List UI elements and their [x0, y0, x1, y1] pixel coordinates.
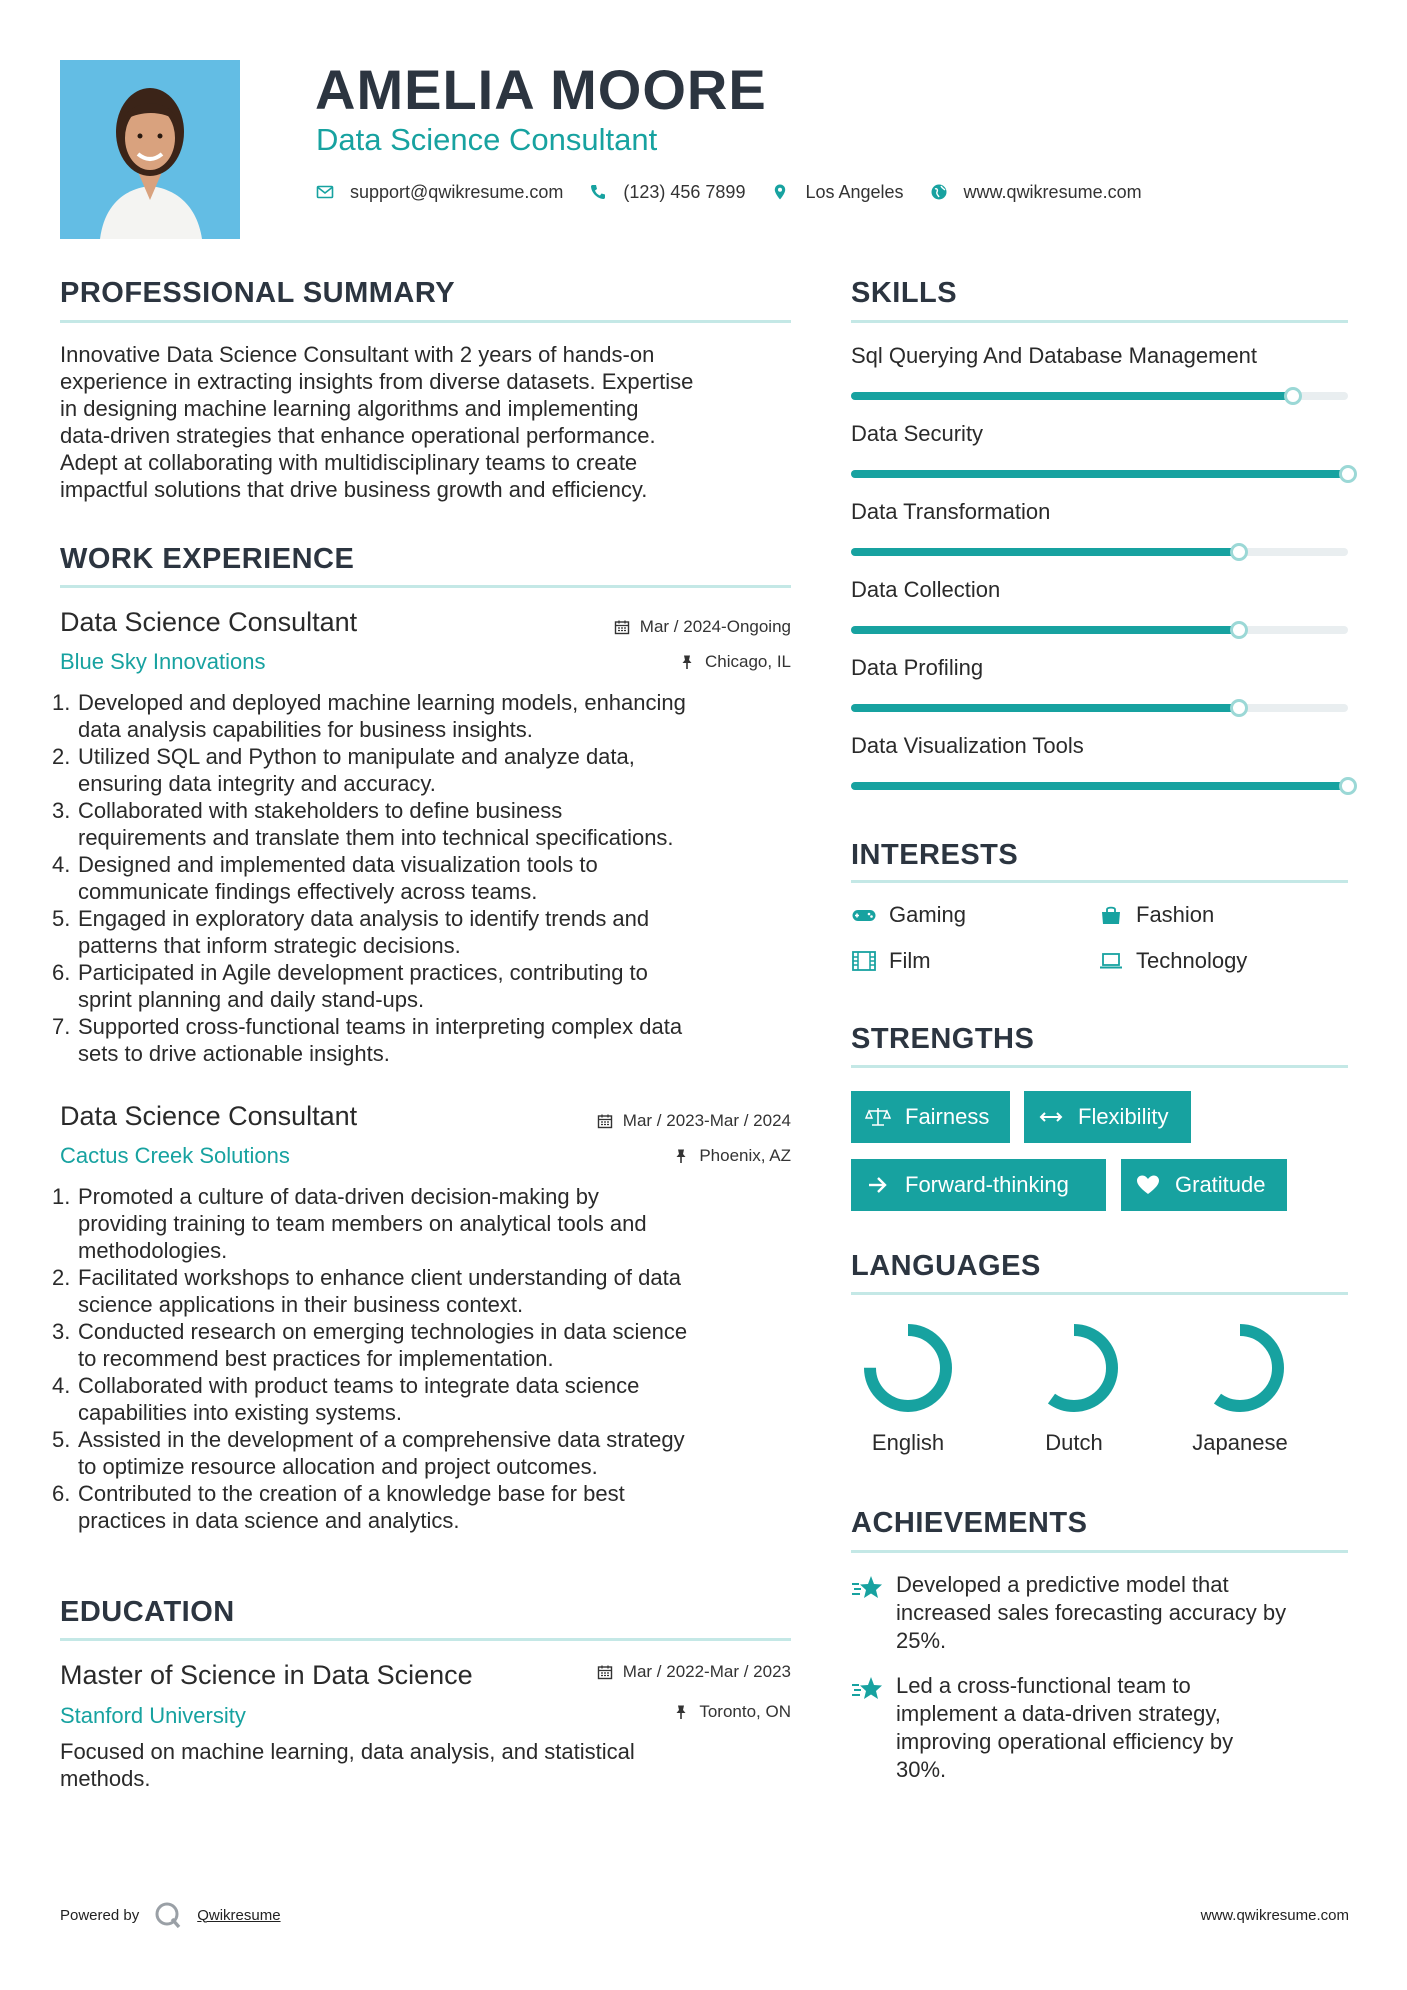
- skill-bar-fill: [851, 626, 1239, 634]
- candidate-title: Data Science Consultant: [316, 122, 658, 157]
- interests-heading: INTERESTS: [851, 839, 1019, 871]
- skill-name: Data Profiling: [851, 655, 984, 680]
- list-item: 5. Assisted in the development of a comprehensive data strategy to optimize resource allocation and project outcomes.: [52, 1427, 685, 1479]
- summary-heading: PROFESSIONAL SUMMARY: [60, 277, 456, 309]
- skill-bar: [851, 548, 1348, 556]
- candidate-name: AMELIA MOORE: [315, 58, 767, 121]
- list-item: 1. Promoted a culture of data-driven decision-making by providing training to team members on analytical tools and methodologies.: [52, 1184, 647, 1263]
- languages-rule: [851, 1292, 1348, 1295]
- contact-email[interactable]: [316, 182, 563, 203]
- strengths-heading: STRENGTHS: [851, 1023, 1035, 1055]
- summary-text: [60, 341, 800, 503]
- list-item: 4. Designed and implemented data visualization tools to communicate findings effectively across teams.: [52, 852, 598, 904]
- contact-phone[interactable]: [589, 182, 745, 203]
- pushpin-icon: [673, 1704, 689, 1720]
- strengths-rule: [851, 1065, 1348, 1068]
- job-location-text: Phoenix, AZ: [699, 1146, 791, 1165]
- location-text: Los Angeles: [805, 181, 904, 202]
- job-location-text: Chicago, IL: [705, 652, 791, 671]
- job-dates-text: Mar / 2023-Mar / 2024: [622, 1111, 791, 1130]
- skill-bar-knob: [1230, 699, 1248, 717]
- skill-bar-knob: [1284, 387, 1302, 405]
- experience-heading: WORK EXPERIENCE: [60, 543, 355, 575]
- contact-website[interactable]: [930, 182, 1142, 203]
- skill-name: Data Security: [851, 421, 984, 446]
- education-description: Focused on machine learning, data analysis, and statistical methods.: [60, 1739, 635, 1791]
- skill-name: Data Collection: [851, 577, 1001, 602]
- language-ring: [1024, 1318, 1124, 1418]
- job-dates: [500, 616, 791, 638]
- company-name: Cactus Creek Solutions: [60, 1143, 290, 1168]
- language-ring: [1190, 1318, 1290, 1418]
- job-location: [500, 1145, 791, 1167]
- skill-name: Data Visualization Tools: [851, 733, 1084, 758]
- list-item: 3. Collaborated with stakeholders to define business requirements and translate them into technical specifications.: [52, 798, 674, 850]
- qwikresume-logo-icon: [153, 1900, 183, 1930]
- summary-line: Innovative Data Science Consultant with 2 years of hands-on: [60, 342, 655, 367]
- language-ring: [858, 1318, 958, 1418]
- list-item: 1. Developed and deployed machine learning models, enhancing data analysis capabilities for business insights.: [52, 690, 686, 742]
- job-dates: [500, 1110, 791, 1132]
- language-name: English: [871, 1430, 945, 1455]
- job-location: [500, 651, 791, 673]
- summary-line: data-driven strategies that enhance operational performance.: [60, 423, 656, 448]
- shopping-bag-icon: [1098, 904, 1124, 926]
- strength-flexibility: Flexibility: [1024, 1091, 1191, 1143]
- pushpin-icon: [673, 1148, 689, 1164]
- contact-location: [771, 182, 903, 203]
- website-text: www.qwikresume.com: [963, 181, 1142, 202]
- envelope-icon: [316, 183, 334, 201]
- interest-fashion: Fashion: [1098, 902, 1214, 928]
- summary-line: impactful solutions that drive business growth and efficiency.: [60, 477, 648, 502]
- skill-bar-knob: [1339, 777, 1357, 795]
- skill-bar-knob: [1339, 465, 1357, 483]
- summary-rule: [60, 320, 791, 323]
- education-dates: [500, 1661, 791, 1683]
- star-icon: [850, 1574, 884, 1602]
- language-item: [838, 1318, 978, 1418]
- heart-icon: [1135, 1174, 1161, 1196]
- achievements-rule: [851, 1550, 1348, 1553]
- interest-technology: Technology: [1098, 948, 1247, 974]
- email-text: support@qwikresume.com: [350, 181, 564, 202]
- achievements-heading: ACHIEVEMENTS: [851, 1507, 1088, 1539]
- skill-bar-fill: [851, 782, 1348, 790]
- job-duties: [52, 689, 800, 1067]
- footer-powered-by: Powered by Qwikresume: [60, 1900, 281, 1930]
- list-item: 2. Facilitated workshops to enhance client understanding of data science applications in their business context.: [52, 1265, 681, 1317]
- job-title: Data Science Consultant: [60, 1101, 358, 1131]
- interests-rule: [851, 880, 1348, 883]
- school-name: Stanford University: [60, 1703, 246, 1728]
- list-item: 7. Supported cross-functional teams in interpreting complex data sets to drive actionable insights.: [52, 1014, 683, 1066]
- list-item: 6. Participated in Agile development practices, contributing to sprint planning and daily stand-ups.: [52, 960, 648, 1012]
- footer-site-link[interactable]: www.qwikresume.com: [1200, 1907, 1349, 1924]
- skill-name: Sql Querying And Database Management: [851, 343, 1258, 368]
- education-location: [500, 1701, 791, 1723]
- skill-bar-knob: [1230, 621, 1248, 639]
- skill-name: Data Transformation: [851, 499, 1051, 524]
- job-duties: [52, 1183, 800, 1534]
- strength-fairness: Fairness: [851, 1091, 1010, 1143]
- arrows-horizontal-icon: [1038, 1106, 1064, 1128]
- list-item: 6. Contributed to the creation of a knowledge base for best practices in data science and analytics.: [52, 1481, 625, 1533]
- arrow-right-icon: [865, 1174, 891, 1196]
- education-dates-text: Mar / 2022-Mar / 2023: [622, 1662, 791, 1681]
- skill-bar: [851, 392, 1348, 400]
- phone-text: (123) 456 7899: [623, 181, 746, 202]
- skill-bar: [851, 704, 1348, 712]
- skill-bar: [851, 470, 1348, 478]
- contact-bar: [316, 178, 1168, 206]
- language-item: [1170, 1318, 1310, 1418]
- job-dates-text: Mar / 2024-Ongoing: [639, 617, 791, 636]
- strength-gratitude: Gratitude: [1121, 1159, 1287, 1211]
- achievement-item: Led a cross-functional team to implement a data-driven strategy, improving operational efficiency by 30%.: [896, 1673, 1234, 1782]
- job-title: Data Science Consultant: [60, 607, 358, 637]
- experience-rule: [60, 585, 791, 588]
- language-name: Japanese: [1192, 1430, 1288, 1455]
- star-icon: [850, 1675, 884, 1703]
- education-location-text: Toronto, ON: [699, 1702, 791, 1721]
- language-name: Dutch: [1045, 1430, 1103, 1455]
- education-heading: EDUCATION: [60, 1596, 235, 1628]
- company-name: Blue Sky Innovations: [60, 649, 266, 674]
- skill-bar-knob: [1230, 543, 1248, 561]
- balance-scale-icon: [865, 1106, 891, 1128]
- pushpin-icon: [679, 654, 695, 670]
- list-item: 5. Engaged in exploratory data analysis to identify trends and patterns that inform strategic decisions.: [52, 906, 650, 958]
- map-pin-icon: [771, 183, 789, 201]
- calendar-icon: [614, 619, 630, 635]
- phone-icon: [589, 183, 607, 201]
- globe-icon: [930, 183, 948, 201]
- skills-heading: SKILLS: [851, 277, 958, 309]
- skill-bar-fill: [851, 470, 1348, 478]
- skill-bar: [851, 626, 1348, 634]
- laptop-icon: [1098, 950, 1124, 972]
- skill-bar-fill: [851, 392, 1293, 400]
- skills-rule: [851, 320, 1348, 323]
- list-item: 3. Conducted research on emerging technologies in data science to recommend best practices for implementation.: [52, 1319, 688, 1371]
- film-icon: [851, 950, 877, 972]
- calendar-icon: [597, 1664, 613, 1680]
- strength-forward-thinking: Forward-thinking: [851, 1159, 1106, 1211]
- list-item: 4. Collaborated with product teams to integrate data science capabilities into existing systems.: [52, 1373, 640, 1425]
- languages-heading: LANGUAGES: [851, 1250, 1041, 1282]
- summary-line: experience in extracting insights from diverse datasets. Expertise: [60, 369, 694, 394]
- education-rule: [60, 1638, 791, 1641]
- language-item: [1004, 1318, 1144, 1418]
- calendar-icon: [597, 1113, 613, 1129]
- profile-photo: [60, 60, 240, 239]
- skill-bar-fill: [851, 704, 1239, 712]
- achievement-item: Developed a predictive model that increased sales forecasting accuracy by 25%.: [896, 1572, 1287, 1653]
- skill-bar: [851, 782, 1348, 790]
- footer-brand-link[interactable]: Qwikresume: [197, 1906, 281, 1924]
- skill-bar-fill: [851, 548, 1239, 556]
- summary-line: in designing machine learning algorithms and implementing: [60, 396, 639, 421]
- interest-gaming: Gaming: [851, 902, 966, 928]
- degree-title: Master of Science in Data Science: [60, 1660, 473, 1690]
- interest-film: Film: [851, 948, 931, 974]
- list-item: 2. Utilized SQL and Python to manipulate and analyze data, ensuring data integrity and accuracy.: [52, 744, 635, 796]
- summary-line: Adept at collaborating with multidisciplinary teams to create: [60, 450, 638, 475]
- gamepad-icon: [851, 904, 877, 926]
